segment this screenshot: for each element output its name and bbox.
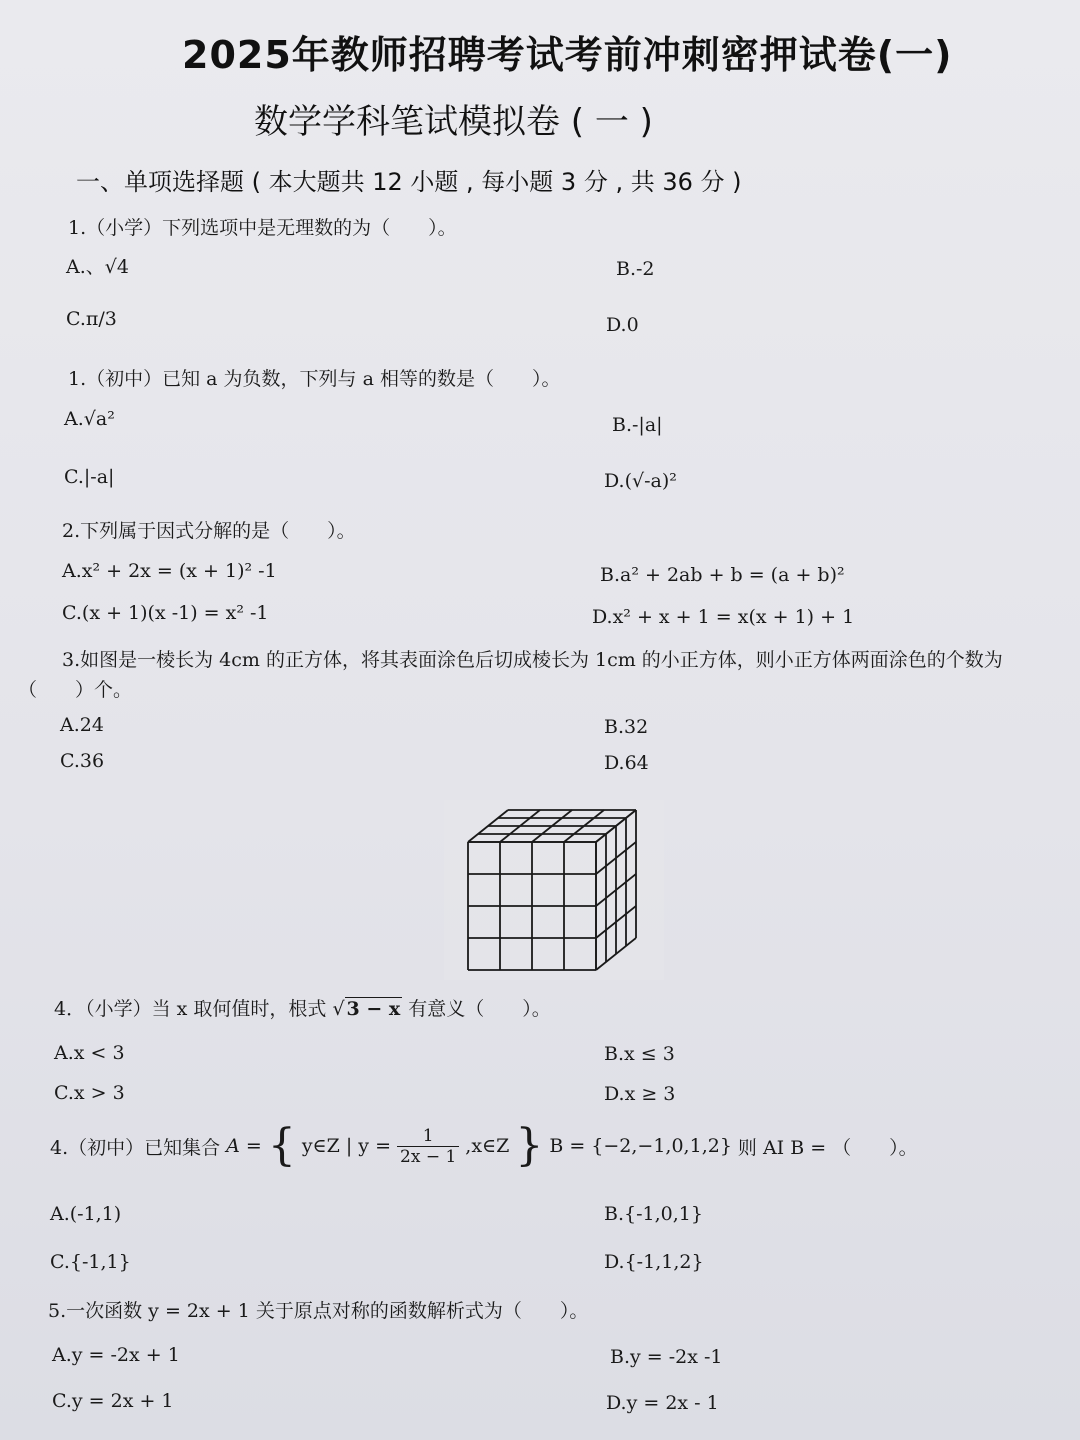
q4p-option-a: A.x < 3	[54, 1042, 125, 1064]
q4p-radicand: 3 − x	[346, 998, 401, 1020]
q4m-option-a: A.(-1,1)	[50, 1203, 122, 1225]
q1p-option-c: C.π/3	[66, 308, 117, 330]
fraction-denominator: 2x − 1	[397, 1146, 459, 1167]
question-4-primary	[54, 994, 551, 1021]
q4m-option-b: B.{-1,0,1}	[604, 1203, 703, 1225]
q4p-stem-suffix: 有意义（ ）。	[408, 998, 551, 1020]
exam-title: 2025年教师招聘考试考前冲刺密押试卷(一)	[182, 33, 953, 77]
q2-option-b: B.a² + 2ab + b = (a + b)²	[600, 564, 845, 586]
q2-option-d: D.x² + x + 1 = x(x + 1) + 1	[592, 606, 855, 628]
q4p-option-c: C.x > 3	[54, 1082, 125, 1104]
q5-option-d: D.y = 2x - 1	[606, 1392, 719, 1414]
sqrt-icon: √	[332, 998, 345, 1020]
q4m-set-right: ,x∈Z	[465, 1135, 510, 1157]
q4m-tail: 则 AI B = （ ）。	[737, 1136, 918, 1159]
q3-option-c: C.36	[60, 750, 105, 772]
fraction-numerator: 1	[422, 1125, 434, 1146]
q4m-option-c: C.{-1,1}	[50, 1251, 131, 1273]
q1p-option-d: D.0	[606, 314, 639, 336]
q1m-option-a: A.√a²	[64, 408, 115, 430]
q4p-stem-prefix: 4．（小学）当 x 取何值时，根式	[54, 998, 327, 1020]
q3-option-a: A.24	[60, 714, 104, 736]
question-3	[18, 645, 1048, 705]
question-5: 5.一次函数 y = 2x + 1 关于原点对称的函数解析式为（ ）。	[48, 1300, 589, 1322]
right-brace-icon: }	[515, 1120, 544, 1171]
q1m-option-d: D.(√-a)²	[604, 470, 677, 492]
q1m-option-b: B.-|a|	[612, 414, 663, 436]
q4m-set-left: y∈Z | y =	[301, 1135, 392, 1157]
q2-option-a: A.x² + 2x = (x + 1)² -1	[62, 560, 277, 582]
q1p-option-b: B.-2	[616, 258, 655, 280]
question-4-middle	[50, 1120, 918, 1171]
question-1-primary: 1.（小学）下列选项中是无理数的为（ ）。	[68, 217, 457, 239]
q3-option-d: D.64	[604, 752, 649, 774]
section-heading: 一、单项选择题 ( 本大题共 12 小题 , 每小题 3 分 , 共 36 分 )	[76, 168, 742, 196]
q4p-option-b: B.x ≤ 3	[604, 1043, 675, 1065]
q5-option-b: B.y = -2x -1	[610, 1346, 723, 1368]
fraction	[397, 1126, 459, 1167]
question-1-middle: 1.（初中）已知 a 为负数，下列与 a 相等的数是（ ）。	[68, 368, 561, 390]
q3-option-b: B.32	[604, 716, 649, 738]
q1m-option-c: C.|-a|	[64, 466, 115, 488]
q4m-a-eq: A =	[226, 1135, 262, 1157]
question-3-text: 3.如图是一棱长为 4cm 的正方体，将其表面涂色后切成棱长为 1cm 的小正方体，则小正方体两面涂色的个数为（ ）个。	[18, 649, 1003, 701]
cube-figure	[444, 800, 664, 980]
q5-option-a: A.y = -2x + 1	[52, 1344, 180, 1366]
q4m-b-eq: B = {−2,−1,0,1,2}	[549, 1135, 732, 1157]
q2-option-c: C.(x + 1)(x -1) = x² -1	[62, 602, 269, 624]
q4p-option-d: D.x ≥ 3	[604, 1083, 676, 1105]
left-brace-icon: {	[267, 1120, 296, 1171]
q5-option-c: C.y = 2x + 1	[52, 1390, 174, 1412]
q4m-prefix: 4.（初中）已知集合	[50, 1136, 221, 1159]
question-2: 2.下列属于因式分解的是（ ）。	[62, 520, 356, 542]
exam-subtitle: 数学学科笔试模拟卷 ( 一 )	[254, 102, 653, 142]
q1p-option-a: A.、√4	[66, 256, 129, 278]
q4m-option-d: D.{-1,1,2}	[604, 1251, 704, 1273]
